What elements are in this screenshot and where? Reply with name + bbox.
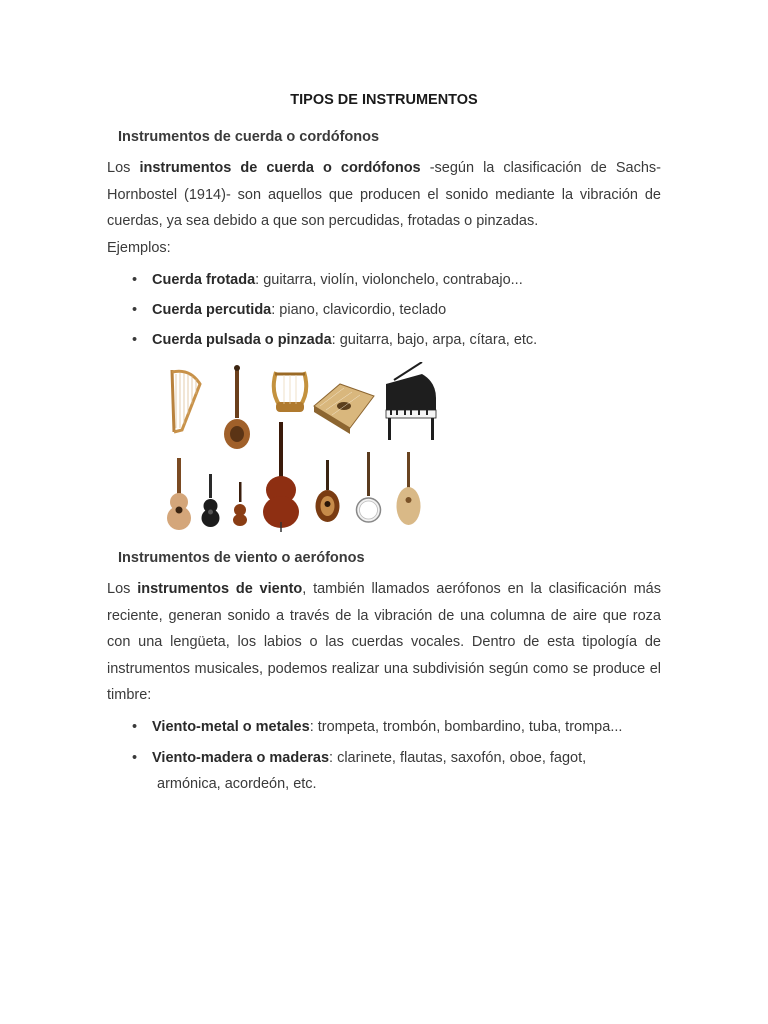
list-cuerda: [132, 267, 662, 353]
string-instruments-image: [160, 362, 450, 532]
zither-icon: [314, 384, 374, 434]
list-item-continuation: armónica, acordeón, etc.: [157, 776, 317, 792]
list-item: [132, 714, 662, 740]
double-bass-icon: [263, 422, 299, 532]
lute-icon: [397, 452, 421, 525]
paragraph-text: -según la clasificación de Sachs-Hornbostel (1914)- son aquellos que producen el sonido mediante la vibración de cuerdas, ya sea debido a que son percudidas, frotadas o pinzadas.: [107, 160, 661, 229]
violin-icon: [233, 482, 247, 526]
grand-piano-icon: [386, 362, 436, 440]
guitar-icon: [167, 458, 191, 530]
list-item: [132, 745, 662, 797]
list-item-text: : clarinete, flautas, saxofón, oboe, fagot,: [329, 750, 587, 766]
list-item: [132, 297, 662, 323]
list-item-term: Cuerda pulsada o pinzada: [152, 332, 332, 348]
ukulele-icon: [202, 474, 220, 527]
examples-label: Ejemplos:: [107, 239, 171, 256]
list-item-text: : guitarra, bajo, arpa, cítara, etc.: [331, 332, 538, 348]
list-viento: [132, 714, 662, 797]
list-item-text: : trompeta, trombón, bombardino, tuba, trompa...: [309, 719, 623, 735]
list-item-term: Viento-madera o maderas: [152, 750, 330, 766]
list-item: [132, 327, 662, 353]
section-heading-cuerda: Instrumentos de cuerda o cordófonos: [118, 129, 380, 145]
paragraph-cuerda: [107, 155, 661, 261]
page-title: TIPOS DE INSTRUMENTOS: [290, 92, 478, 108]
harp-icon: [172, 370, 200, 432]
sitar-icon: [224, 365, 250, 449]
list-item-term: Cuerda frotada: [152, 272, 256, 288]
list-item-text: : piano, clavicordio, teclado: [271, 302, 447, 318]
paragraph-bold-term: instrumentos de cuerda o cordófonos: [139, 160, 421, 176]
mandolin-icon: [316, 460, 340, 522]
paragraph-text: Los: [107, 581, 138, 597]
list-item-text: : guitarra, violín, violonchelo, contrabajo...: [255, 272, 523, 288]
paragraph-bold-term: instrumentos de viento: [137, 581, 303, 597]
section-heading-viento: Instrumentos de viento o aerófonos: [118, 550, 365, 566]
lyre-icon: [274, 372, 307, 412]
list-item-term: Viento-metal o metales: [152, 719, 310, 735]
list-item-term: Cuerda percutida: [152, 302, 272, 318]
paragraph-text: Los: [107, 160, 140, 176]
paragraph-text: , también llamados aerófonos en la clasificación más reciente, generan sonido a través de la vibración de una columna de aire que roza con una lengüeta, los labios o las cuerdas vocales. Dentro de esta tipología de instrumentos musicales, podemos realizar una subdivisión según como se produce el timbre:: [107, 581, 661, 703]
banjo-icon: [357, 452, 381, 522]
list-item: [132, 267, 662, 293]
paragraph-viento: [107, 576, 661, 709]
